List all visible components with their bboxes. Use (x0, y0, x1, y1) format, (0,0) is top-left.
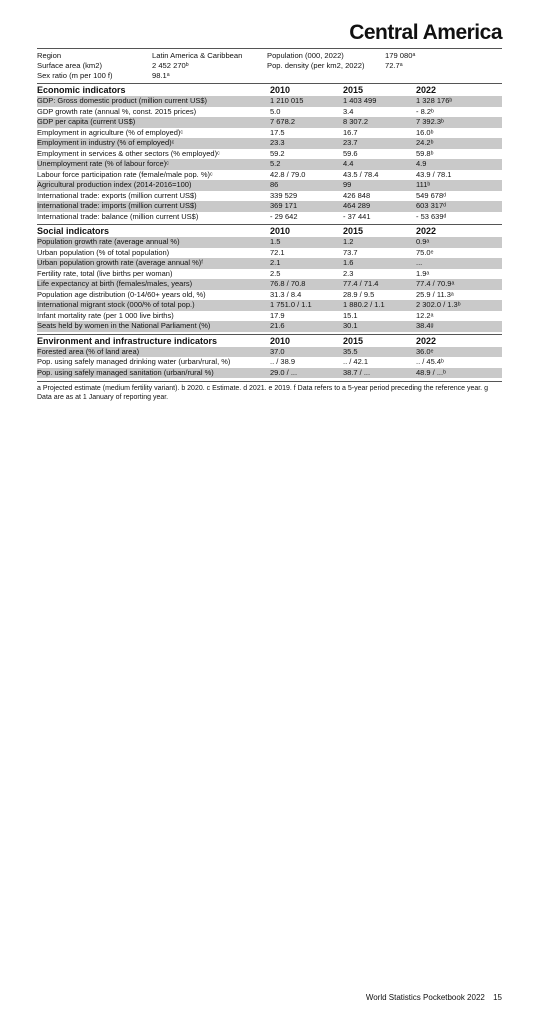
indicator-value: 2.5 (270, 268, 281, 278)
indicator-label: Urban population (% of total population) (37, 247, 170, 257)
indicator-label: Life expectancy at birth (females/males, years) (37, 279, 193, 288)
indicator-label: International trade: imports (million current US$) (37, 201, 197, 210)
indicator-value: 23.3 (270, 138, 285, 147)
indicator-label: Population growth rate (average annual %) (37, 237, 180, 246)
section-header (37, 224, 502, 237)
page-title: Central America (37, 20, 502, 49)
indicator-value: - 37 441 (343, 211, 371, 221)
indicator-label: Pop. using safely managed sanitation (urban/rural %) (37, 367, 214, 377)
summary-block (37, 51, 502, 81)
summary-row (37, 61, 502, 71)
indicator-value: 43.5 / 78.4 (343, 169, 379, 179)
year-header: 2010 (270, 85, 291, 95)
indicator-label: GDP per capita (current US$) (37, 117, 136, 126)
indicator-label: International trade: balance (million current US$) (37, 211, 199, 221)
indicator-value: 17.5 (270, 127, 285, 137)
year-header: 2022 (416, 226, 437, 236)
indicator-label: Employment in services & other sectors (% employed)ᶜ (37, 148, 220, 158)
indicator-row (37, 269, 502, 280)
indicator-value: .. / 38.9 (270, 357, 296, 366)
indicator-row (37, 311, 502, 322)
indicator-value: 1.5 (270, 237, 281, 246)
indicator-value: 59.6 (343, 148, 358, 158)
indicator-value: 15.1 (343, 310, 358, 320)
indicator-label: GDP: Gross domestic product (million current US$) (37, 96, 208, 105)
indicator-row (37, 138, 502, 149)
indicator-value: .. / 42.1 (343, 357, 369, 366)
indicator-value: ... (416, 258, 423, 267)
indicator-label: Infant mortality rate (per 1 000 live births) (37, 310, 174, 320)
indicator-value: 16.0ᵇ (416, 127, 434, 137)
indicator-label: Urban population growth rate (average annual %)ᶠ (37, 258, 203, 267)
year-header: 2022 (416, 335, 437, 346)
indicator-row (37, 347, 502, 358)
indicator-value: 1 403 499 (343, 96, 377, 105)
country-profile-page (37, 20, 502, 402)
summary-value: 2 452 270ᵇ (152, 61, 189, 70)
summary-label: Population (000, 2022) (267, 51, 344, 60)
indicator-label: Employment in industry (% of employed)ᶜ (37, 138, 175, 147)
indicator-value: 1.6 (343, 258, 354, 267)
indicator-label: Unemployment rate (% of labour force)ᶜ (37, 159, 169, 168)
indicator-label: GDP growth rate (annual %, const. 2015 prices) (37, 106, 197, 116)
section-title: Environment and infrastructure indicators (37, 335, 218, 346)
indicator-row (37, 149, 502, 160)
indicator-value: 36.0ᵉ (416, 346, 434, 356)
year-header: 2022 (416, 85, 437, 95)
indicator-row (37, 96, 502, 107)
indicator-row (37, 180, 502, 191)
indicator-value: 25.9 / 11.3ᵃ (416, 289, 454, 299)
indicator-value: 1 880.2 / 1.1 (343, 300, 385, 309)
indicator-value: 37.0 (270, 346, 285, 356)
page-footer (300, 993, 502, 1002)
indicator-value: 549 678ᵈ (416, 190, 446, 200)
indicator-value: 426 848 (343, 190, 371, 200)
indicator-value: 24.2ᵇ (416, 138, 434, 147)
indicator-value: 21.6 (270, 321, 285, 330)
indicator-label: Pop. using safely managed drinking water (urban/rural, %) (37, 357, 231, 366)
indicator-value: 23.7 (343, 138, 358, 147)
summary-value: 98.1ᵃ (152, 71, 170, 80)
indicator-value: 77.4 / 70.9ᵃ (416, 279, 455, 288)
indicator-row (37, 279, 502, 290)
indicator-value: 75.0ᵉ (416, 247, 434, 257)
summary-row (37, 71, 502, 81)
year-header: 2015 (343, 226, 364, 236)
indicator-label: Population age distribution (0-14/60+ years old, %) (37, 289, 206, 299)
indicator-value: 59.8ᵇ (416, 148, 434, 158)
indicator-label: Employment in agriculture (% of employed)ᶜ (37, 127, 184, 137)
page-number: 15 (493, 993, 502, 1002)
indicator-label: Forested area (% of land area) (37, 346, 140, 356)
indicator-value: 42.8 / 79.0 (270, 169, 306, 179)
indicator-value: 99 (343, 180, 352, 189)
indicator-value: 1 751.0 / 1.1 (270, 300, 312, 309)
indicator-value: 31.3 / 8.4 (270, 289, 302, 299)
indicator-row (37, 248, 502, 259)
year-header: 2015 (343, 335, 364, 346)
indicator-value: 38.4ᵍ (416, 321, 434, 330)
year-header: 2010 (270, 335, 291, 346)
indicator-value: 73.7 (343, 247, 358, 257)
summary-value: 179 080ᵃ (385, 51, 416, 60)
indicator-row (37, 191, 502, 202)
indicator-value: 2 302.0 / 1.3ᵇ (416, 300, 461, 309)
indicator-value: 1.2 (343, 237, 354, 246)
indicator-value: 35.5 (343, 346, 358, 356)
summary-value (385, 71, 502, 81)
indicator-value: 603 317ᵈ (416, 201, 446, 210)
indicator-row (37, 300, 502, 311)
section-header (37, 83, 502, 96)
year-header: 2015 (343, 85, 364, 95)
indicator-row (37, 212, 502, 223)
indicator-value: 1.9ᵃ (416, 268, 430, 278)
summary-value: Latin America & Caribbean (152, 51, 243, 60)
indicator-label: Labour force participation rate (female/male pop. %)ᶜ (37, 169, 213, 179)
summary-label (267, 71, 385, 81)
summary-value: 72.7ᵃ (385, 61, 403, 70)
indicator-value: 339 529 (270, 190, 298, 200)
indicator-row (37, 201, 502, 212)
indicator-row (37, 290, 502, 301)
indicator-value: 7 678.2 (270, 117, 296, 126)
indicator-label: International trade: exports (million current US$) (37, 190, 197, 200)
indicator-value: 369 171 (270, 201, 298, 210)
indicator-label: Agricultural production index (2014-2016=100) (37, 180, 192, 189)
indicator-value: 1 328 176ᵇ (416, 96, 453, 105)
indicator-value: 48.9 / ...ᵇ (416, 367, 446, 377)
indicator-value: 29.0 / ... (270, 367, 298, 377)
year-header: 2010 (270, 226, 291, 236)
indicator-value: 72.1 (270, 247, 285, 257)
indicator-value: 464 289 (343, 201, 371, 210)
footnotes: a Projected estimate (medium fertility variant). b 2020. c Estimate. d 2021. e 2019. f Data refers to a 5-year period preceding the reference year. g Data are as at 1 January of reporting year. (37, 381, 502, 402)
indicator-label: Seats held by women in the National Parliament (%) (37, 321, 211, 330)
indicator-row (37, 170, 502, 181)
section-title: Economic indicators (37, 85, 126, 95)
indicator-value: - 29 642 (270, 211, 298, 221)
indicator-value: 111ᵇ (416, 180, 431, 189)
summary-label: Region (37, 51, 62, 60)
summary-row (37, 51, 502, 61)
indicator-row (37, 117, 502, 128)
indicator-label: Fertility rate, total (live births per woman) (37, 268, 173, 278)
indicator-value: - 8.2ᵇ (416, 106, 434, 116)
indicator-value: 0.9ᵃ (416, 237, 430, 246)
publication-title: World Statistics Pocketbook 2022 (365, 993, 485, 1002)
indicator-value: 16.7 (343, 127, 358, 137)
indicator-value: 8 307.2 (343, 117, 369, 126)
indicator-value: 2.1 (270, 258, 281, 267)
indicator-value: 17.9 (270, 310, 285, 320)
indicator-value: - 53 639ᵈ (416, 211, 447, 221)
indicator-row (37, 128, 502, 139)
indicator-value: 76.8 / 70.8 (270, 279, 306, 288)
indicator-value: 3.4 (343, 106, 354, 116)
indicator-value: 5.0 (270, 106, 281, 116)
indicator-value: .. / 45.4ᵇ (416, 357, 444, 366)
indicator-value: 43.9 / 78.1 (416, 169, 452, 179)
indicator-row (37, 258, 502, 269)
indicator-sections (37, 83, 502, 378)
indicator-row (37, 357, 502, 368)
indicator-value: 77.4 / 71.4 (343, 279, 379, 288)
summary-label: Pop. density (per km2, 2022) (267, 61, 365, 70)
indicator-value: 12.2ᵃ (416, 310, 434, 320)
indicator-label: International migrant stock (000/% of total pop.) (37, 300, 195, 309)
indicator-row (37, 321, 502, 332)
indicator-value: 38.7 / ... (343, 367, 371, 377)
indicator-row (37, 107, 502, 118)
summary-label: Surface area (km2) (37, 61, 102, 70)
indicator-value: 1 210 015 (270, 96, 304, 105)
indicator-value: 30.1 (343, 321, 358, 330)
indicator-row (37, 159, 502, 170)
summary-label: Sex ratio (m per 100 f) (37, 71, 113, 80)
indicator-row (37, 368, 502, 379)
indicator-value: 28.9 / 9.5 (343, 289, 375, 299)
indicator-value: 86 (270, 180, 279, 189)
indicator-value: 59.2 (270, 148, 285, 158)
indicator-value: 2.3 (343, 268, 354, 278)
indicator-row (37, 237, 502, 248)
section-header (37, 334, 502, 347)
indicator-value: 4.4 (343, 159, 354, 168)
indicator-value: 7 392.3ᵇ (416, 117, 444, 126)
section-title: Social indicators (37, 226, 110, 236)
indicator-value: 4.9 (416, 159, 427, 168)
indicator-value: 5.2 (270, 159, 281, 168)
